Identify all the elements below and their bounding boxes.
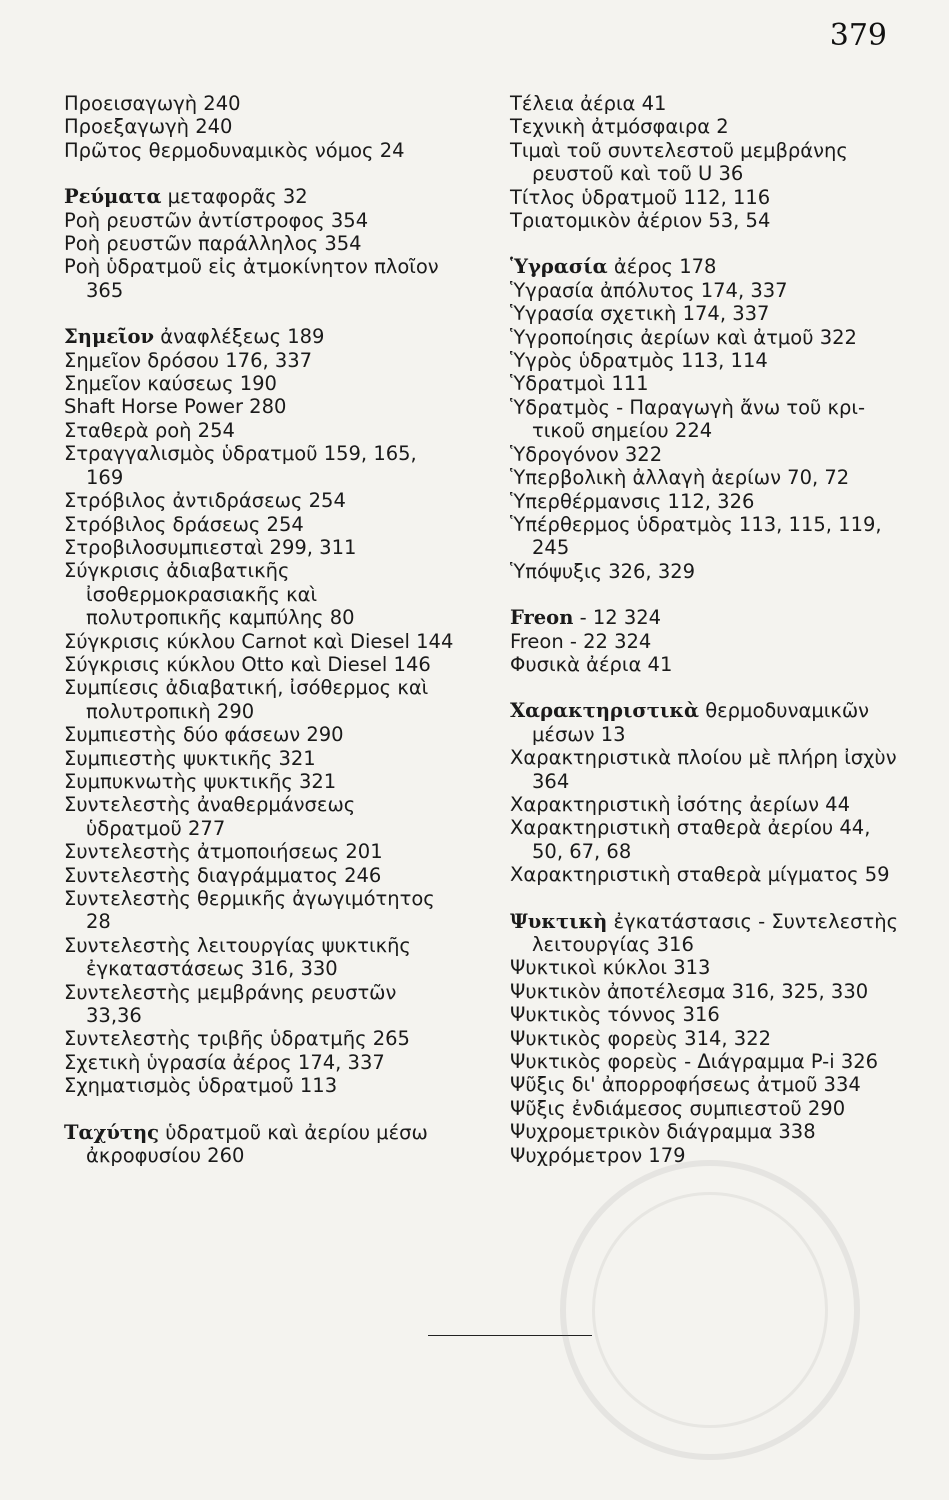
entry-text: Ὑπέρθερμος ὑδρατμὸς 113, 115, 119, 245 (510, 512, 882, 560)
entry-text: Σύγκρισις ἀδιαβατικῆς ἰσοθερμοκρασιακῆς καὶ πολυτροπικῆς καμπύλης 80 (64, 559, 355, 630)
index-entry (510, 956, 902, 979)
entry-text: Σημεῖον καύσεως 190 (64, 372, 277, 396)
entry-text: - 12 324 (579, 606, 662, 630)
section-heading: Ταχύτης (64, 1120, 160, 1144)
entry-text: Ψῦξις ἐνδιάμεσος συμπιεστοῦ 290 (510, 1096, 846, 1120)
index-entry (510, 1120, 902, 1143)
index-entry (510, 1073, 902, 1096)
index-entry (64, 887, 456, 934)
entry-text: Τίτλος ὑδρατμοῦ 112, 116 (510, 185, 771, 209)
page-number: 379 (829, 18, 887, 53)
index-entry (64, 981, 456, 1028)
index-column-right (510, 92, 902, 1167)
entry-text: Συντελεστὴς λειτουργίας ψυκτικῆς ἐγκαταστάσεως 316, 330 (64, 933, 411, 981)
index-entry (64, 559, 456, 629)
section-heading: Freon (510, 606, 574, 630)
entry-text: Σταθερὰ ροὴ 254 (64, 418, 235, 442)
index-entry (510, 466, 902, 489)
entry-text: Τριατομικὸν ἀέριον 53, 54 (510, 209, 771, 233)
index-entry (64, 115, 456, 138)
section-heading: Σημεῖον (64, 325, 155, 349)
entry-text: Ὑπερθέρμανσις 112, 326 (510, 489, 755, 513)
index-entry (64, 419, 456, 442)
section-gap (510, 887, 902, 910)
entry-text: Ὑδρατμοὶ 111 (510, 372, 649, 396)
index-entry (64, 442, 456, 489)
index-entry (510, 560, 902, 583)
entry-text: θερμοδυναμικῶν μέσων 13 (532, 699, 870, 746)
index-entry (510, 115, 902, 138)
index-entry (64, 349, 456, 372)
index-entry (510, 630, 902, 653)
index-entry (510, 490, 902, 513)
entry-text: ἐγκατάστασις - Συντελεστὴς λειτουργίας 316 (532, 909, 899, 956)
index-entry (64, 536, 456, 559)
index-entry (64, 513, 456, 536)
entry-text: Σχηματισμὸς ὑδρατμοῦ 113 (64, 1074, 338, 1098)
entry-text: Ὑγρὸς ὑδρατμὸς 113, 114 (510, 349, 768, 373)
entry-text: Συντελεστὴς ἀναθερμάνσεως ὑδρατμοῦ 277 (64, 793, 356, 840)
index-entry (510, 1050, 902, 1073)
section-gap (64, 1098, 456, 1121)
index-entry (510, 1097, 902, 1120)
index-entry (64, 255, 456, 302)
library-stamp (560, 1160, 860, 1460)
index-entry (510, 186, 902, 209)
entry-text: Ψυκτικοὶ κύκλοι 313 (510, 956, 711, 980)
entry-text: Συμπυκνωτὴς ψυκτικῆς 321 (64, 769, 337, 793)
index-entry (64, 864, 456, 887)
entry-text: Ψυκτικὸν ἀποτέλεσμα 316, 325, 330 (510, 979, 869, 1003)
index-entry (64, 1027, 456, 1050)
entry-text: Προεξαγωγὴ 240 (64, 115, 233, 139)
index-entry (510, 980, 902, 1003)
index-column-left (64, 92, 456, 1167)
index-entry (64, 372, 456, 395)
index-entry (64, 747, 456, 770)
index-entry (64, 1051, 456, 1074)
entry-text: Ροὴ ὑδρατμοῦ εἰς ἀτμοκίνητον πλοῖον 365 (64, 255, 439, 302)
entry-text: Συντελεστὴς μεμβράνης ρευστῶν 33,36 (64, 980, 397, 1028)
entry-text: Ψυκτικὸς τόννος 316 (510, 1003, 720, 1027)
entry-text: Ὑπερβολικὴ ἀλλαγὴ ἀερίων 70, 72 (510, 466, 850, 490)
entry-text: Σύγκρισις κύκλου Carnot καὶ Diesel 144 (64, 629, 454, 653)
index-entry (64, 232, 456, 255)
entry-text: Ροὴ ρευστῶν ἀντίστροφος 354 (64, 208, 369, 232)
entry-text: ὑδρατμοῦ καὶ ἀερίου μέσω ἀκροφυσίου 260 (86, 1120, 428, 1168)
entry-text: Τέλεια ἀέρια 41 (510, 92, 667, 115)
index-entry (510, 863, 902, 886)
entry-text: Στρόβιλος ἀντιδράσεως 254 (64, 489, 346, 513)
entry-text: μεταφορᾶς 32 (167, 185, 308, 209)
index-entry (64, 1121, 456, 1168)
index-entry (64, 1074, 456, 1097)
entry-text: Ψυκτικὸς φορεὺς - Διάγραμμα P-i 326 (510, 1050, 879, 1074)
index-entry (510, 326, 902, 349)
entry-text: Χαρακτηριστικὴ ἰσότης ἀερίων 44 (510, 792, 850, 816)
entry-text: Συμπιεστὴς ψυκτικῆς 321 (64, 746, 316, 770)
index-entry (510, 699, 902, 746)
index-entry (510, 1003, 902, 1026)
entry-text: Ψυχρομετρικὸν διάγραμμα 338 (510, 1120, 816, 1144)
index-entry (64, 185, 456, 208)
index-entry (64, 840, 456, 863)
entry-text: Ψυκτικὸς φορεὺς 314, 322 (510, 1026, 772, 1050)
entry-text: Ροὴ ρευστῶν παράλληλος 354 (64, 232, 362, 256)
index-entry (64, 723, 456, 746)
entry-text: Συντελεστὴς ἀτμοποιήσεως 201 (64, 840, 383, 864)
section-gap (510, 676, 902, 699)
entry-text: Χαρακτηριστικὴ σταθερὰ ἀερίου 44, 50, 67, 68 (510, 816, 871, 863)
entry-text: Freon - 22 324 (510, 629, 652, 653)
section-heading: Χαρακτηριστικὰ (510, 699, 699, 723)
entry-text: Στροβιλοσυμπιεσταὶ 299, 311 (64, 535, 357, 559)
index-entry (510, 302, 902, 325)
index-entry (64, 395, 456, 418)
entry-text: Συμπιεστὴς δύο φάσεων 290 (64, 723, 344, 747)
entry-text: Συμπίεσις ἀδιαβατική, ἰσόθερμος καὶ πολυτροπικὴ 290 (64, 676, 429, 723)
entry-text: Σχετικὴ ὑγρασία ἀέρος 174, 337 (64, 1050, 385, 1074)
index-entry (64, 653, 456, 676)
entry-text: Ὑγρασία ἀπόλυτος 174, 337 (510, 278, 788, 302)
entry-text: Στρόβιλος δράσεως 254 (64, 512, 304, 536)
entry-text: Σύγκρισις κύκλου Otto καὶ Diesel 146 (64, 652, 431, 676)
index-entry (510, 255, 902, 278)
entry-text: Ὑδρατμὸς - Παραγωγὴ ἄνω τοῦ κριτικοῦ σημείου 224 (510, 395, 866, 443)
entry-text: Ὑπόψυξις 326, 329 (510, 559, 696, 583)
index-entry (510, 349, 902, 372)
entry-text: Φυσικὰ ἀέρια 41 (510, 652, 673, 676)
section-gap (64, 162, 456, 185)
index-entry (510, 139, 902, 186)
section-heading: Ρεύματα (64, 185, 162, 209)
entry-text: Τεχνικὴ ἀτμόσφαιρα 2 (510, 115, 729, 139)
index-entry (64, 934, 456, 981)
index-entry (510, 606, 902, 629)
index-entry (510, 910, 902, 957)
index-entry (510, 396, 902, 443)
entry-text: Ὑγρασία σχετικὴ 174, 337 (510, 302, 770, 326)
index-entry (64, 676, 456, 723)
entry-text: Τιμαὶ τοῦ συντελεστοῦ μεμβράνης ρευστοῦ καὶ τοῦ U 36 (510, 138, 848, 186)
index-entry (64, 770, 456, 793)
index-entry (510, 513, 902, 560)
index-entry (64, 793, 456, 840)
entry-text: Συντελεστὴς τριβῆς ὑδρατμῆς 265 (64, 1027, 410, 1051)
section-gap (64, 302, 456, 325)
index-entry (64, 209, 456, 232)
entry-text: Πρῶτος θερμοδυναμικὸς νόμος 24 (64, 138, 405, 162)
entry-text: Χαρακτηριστικὰ πλοίου μὲ πλήρη ἰσχὺν 364 (510, 746, 897, 793)
index-entry (510, 653, 902, 676)
entry-text: Συντελεστὴς θερμικῆς ἀγωγιμότητος 28 (64, 887, 435, 934)
index-entry (64, 325, 456, 348)
entry-text: Στραγγαλισμὸς ὑδρατμοῦ 159, 165, 169 (64, 442, 417, 489)
entry-text: ἀναφλέξεως 189 (160, 325, 325, 349)
index-entry (510, 816, 902, 863)
entry-text: Ὑδρογόνον 322 (510, 442, 663, 466)
entry-text: Χαρακτηριστικὴ σταθερὰ μίγματος 59 (510, 863, 890, 887)
index-entry (64, 92, 456, 115)
entry-text: Ψυχρόμετρον 179 (510, 1143, 686, 1167)
entry-text: Shaft Horse Power 280 (64, 395, 287, 419)
entry-text: Προεισαγωγὴ 240 (64, 92, 241, 115)
section-gap (510, 583, 902, 606)
index-entry (510, 209, 902, 232)
index-entry (510, 443, 902, 466)
index-entry (510, 372, 902, 395)
section-gap (510, 232, 902, 255)
index-entry (510, 746, 902, 793)
entry-text: ἀέρος 178 (613, 255, 717, 279)
entry-text: Συντελεστὴς διαγράμματος 246 (64, 863, 382, 887)
index-entry (510, 793, 902, 816)
entry-text: Ψῦξις δι' ἀπορροφήσεως ἀτμοῦ 334 (510, 1073, 861, 1097)
index-entry (64, 630, 456, 653)
index-entry (510, 92, 902, 115)
index-entry (510, 279, 902, 302)
section-heading: Ὑγρασία (510, 255, 608, 279)
index-entry (510, 1027, 902, 1050)
entry-text: Σημεῖον δρόσου 176, 337 (64, 348, 313, 372)
index-entry (64, 139, 456, 162)
index-entry (64, 489, 456, 512)
section-heading: Ψυκτικὴ (510, 909, 608, 933)
entry-text: Ὑγροποίησις ἀερίων καὶ ἀτμοῦ 322 (510, 325, 857, 349)
